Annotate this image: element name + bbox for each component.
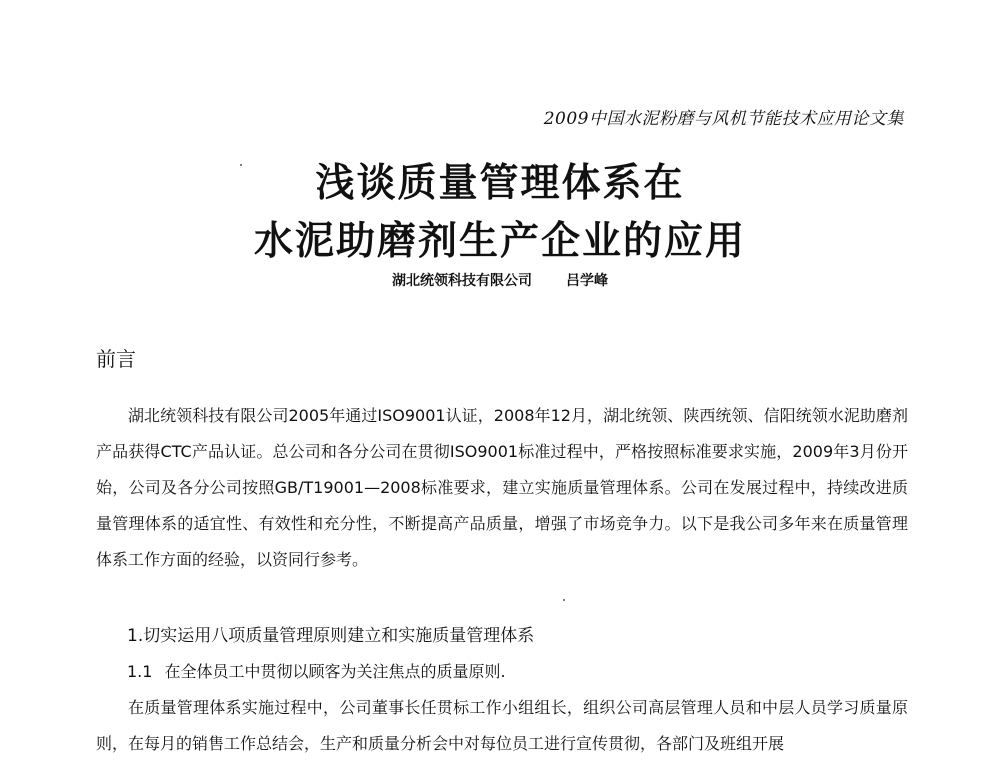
subsection-number: 1.1 bbox=[127, 662, 153, 681]
section-1-paragraph: 在质量管理体系实施过程中，公司董事长任贯标工作小组组长，组织公司高层管理人员和中层人员学习质量原则，在每月的销售工作总结会，生产和质量分析会中对每位员工进行宣传贯彻，各部门及班组开展 bbox=[96, 698, 908, 753]
section-1-heading: 1.切实运用八项质量管理原则建立和实施质量管理体系 bbox=[127, 626, 535, 646]
running-header: 2009中国水泥粉磨与风机节能技术应用论文集 bbox=[543, 109, 904, 129]
preface-paragraph: 湖北统领科技有限公司2005年通过ISO9001认证，2008年12月，湖北统领、陕西统领、信阳统领水泥助磨剂产品获得CTC产品认证。总公司和各分公司在贯彻ISO9001标准过程中，严格按照标准要求实施，2009年3月份开始，公司及各分公司按照GB/T19001—2008标准要求，建立实施质量管理体系。公司在发展过程中，持续改进质量管理体系的适宜性、有效性和充分性，不断提高产品质量，增强了市场竞争力。以下是我公司多年来在质量管理体系工作方面的经验，以资同行参考。 bbox=[96, 406, 908, 569]
byline bbox=[0, 270, 1000, 290]
paper-title-line-2: 水泥助磨剂生产企业的应用 bbox=[253, 219, 746, 264]
affiliation: 湖北统领科技有限公司 bbox=[392, 273, 532, 289]
subsection-1-1-heading bbox=[127, 659, 506, 682]
preface-heading: 前言 bbox=[96, 347, 136, 371]
scan-speck bbox=[563, 599, 565, 601]
paper-title-line-1: 浅谈质量管理体系在 bbox=[315, 161, 685, 206]
scan-speck bbox=[240, 164, 242, 166]
subsection-title: 在全体员工中贯彻以顾客为关注焦点的质量原则. bbox=[164, 662, 506, 681]
author: 吕学峰 bbox=[566, 273, 608, 289]
